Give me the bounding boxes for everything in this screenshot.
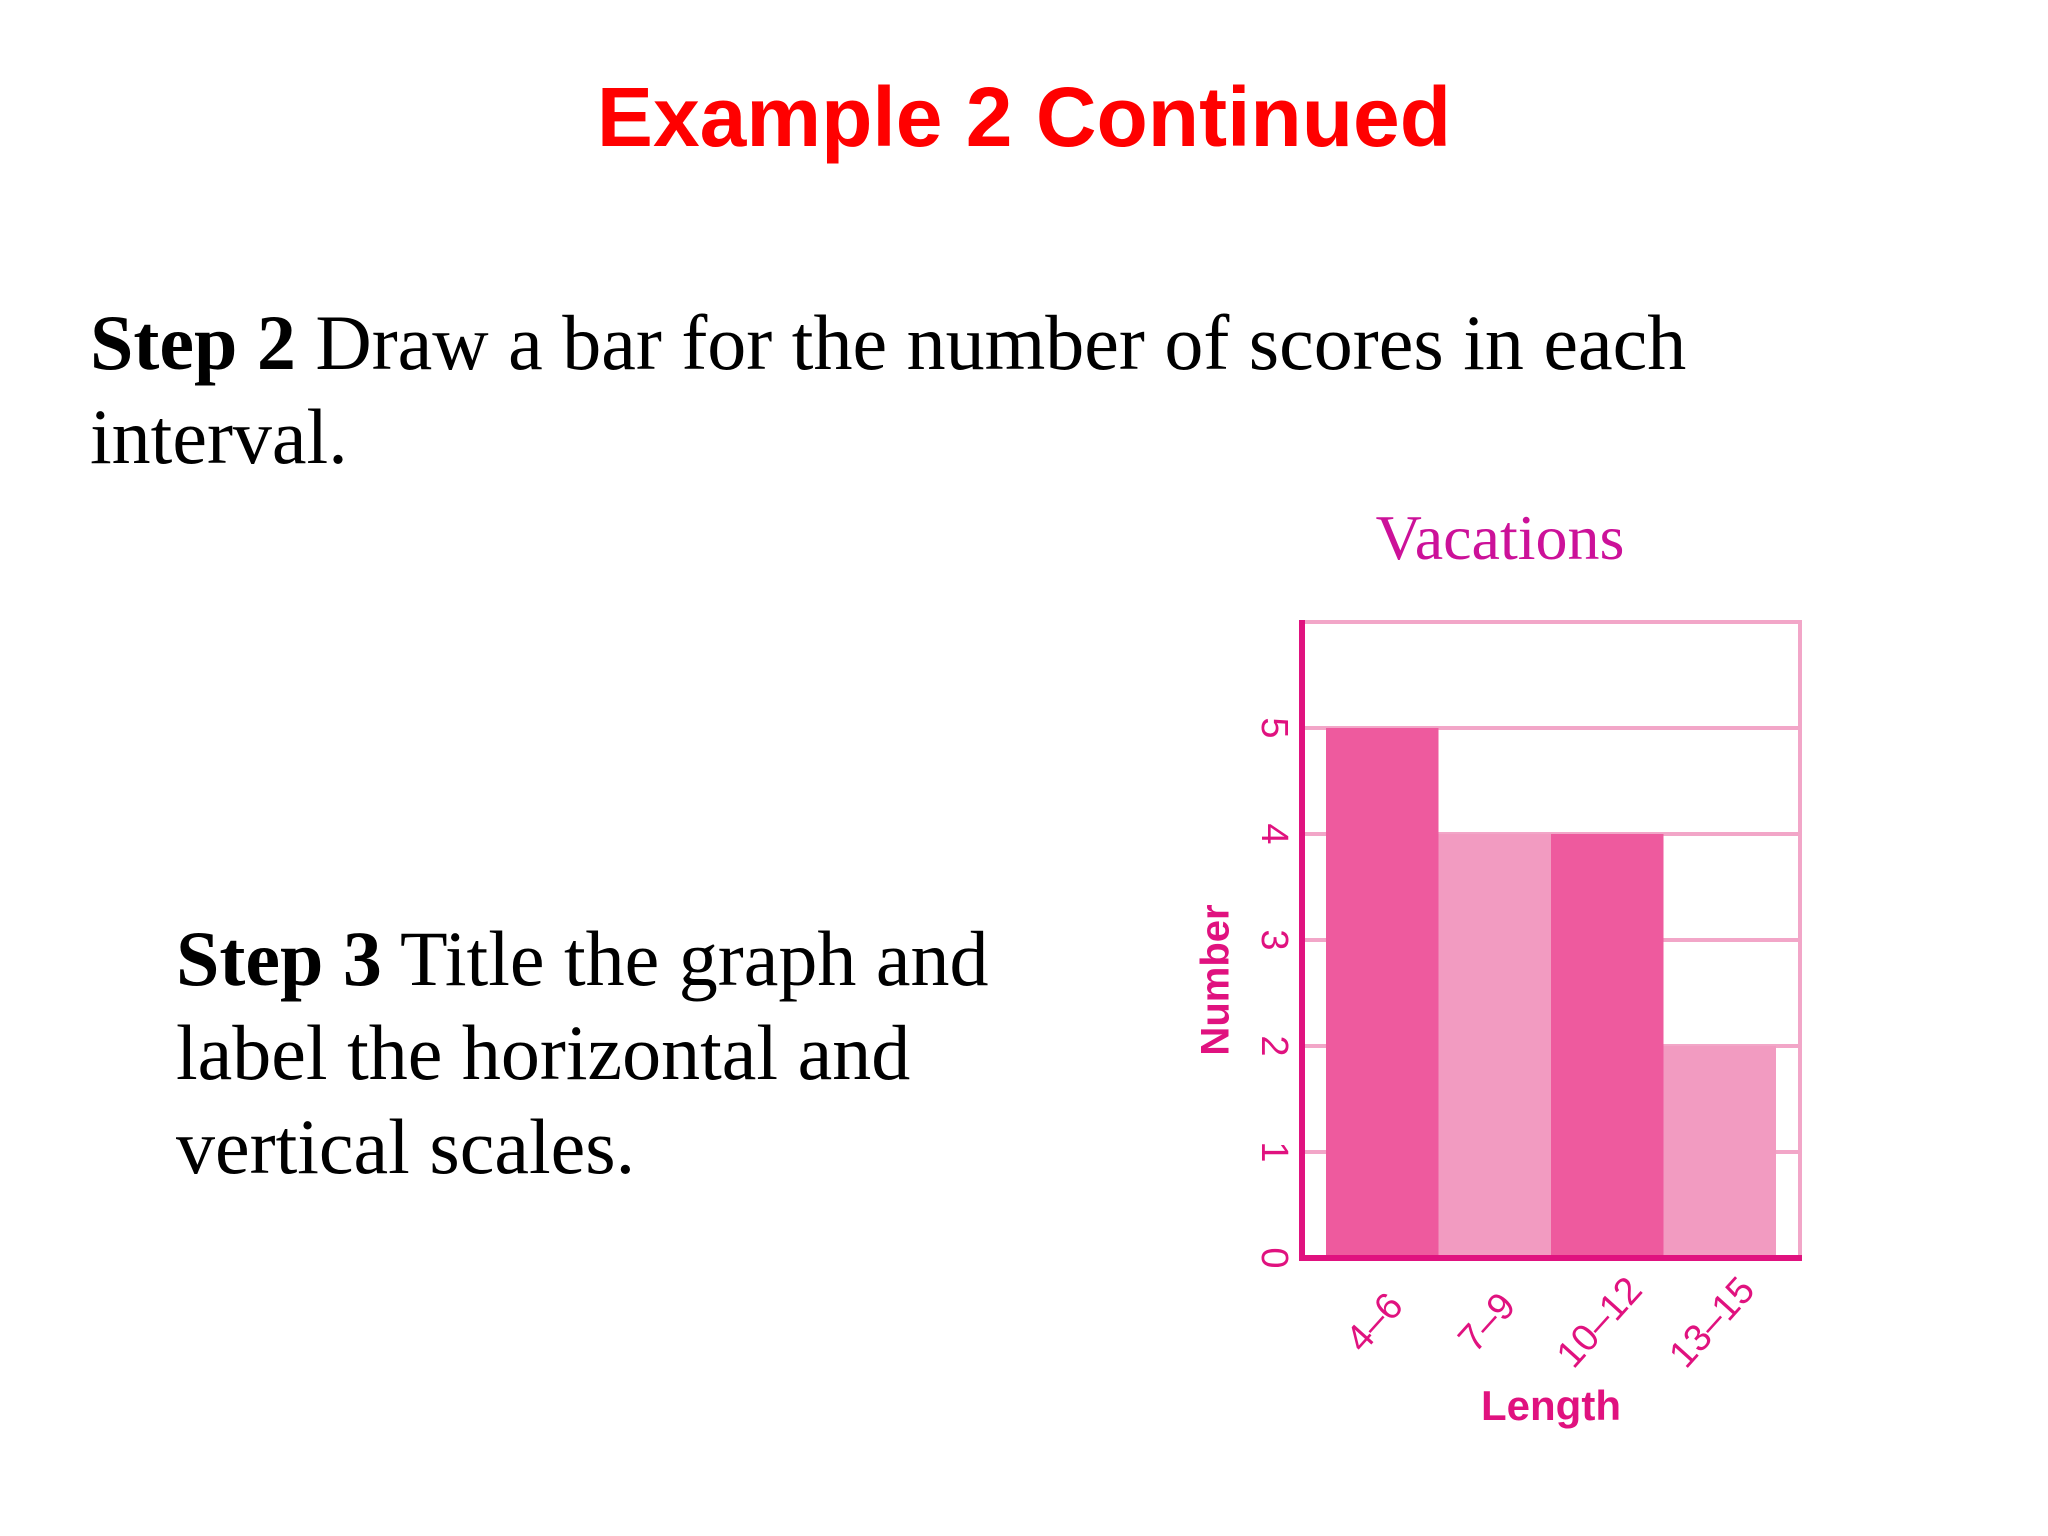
- step-3-body: Title the graph and label the horizontal and vertical scales.: [176, 915, 989, 1190]
- x-axis-title: Length: [1481, 1382, 1621, 1429]
- x-tick-label-10–12: 10–12: [1548, 1269, 1651, 1376]
- chart-title: Vacations: [1375, 502, 1625, 573]
- bar-7–9: [1439, 834, 1552, 1258]
- step-3-lead: Step 3: [176, 915, 382, 1002]
- step-2-lead: Step 2: [90, 299, 296, 386]
- y-tick-label-1: 1: [1252, 1141, 1295, 1163]
- x-tick-label-13–15: 13–15: [1661, 1269, 1764, 1376]
- bar-13–15: [1664, 1046, 1777, 1258]
- step-2-body: Draw a bar for the number of scores in each interval.: [90, 299, 1687, 480]
- y-tick-label-0: 0: [1252, 1247, 1295, 1269]
- bar-4–6: [1326, 728, 1439, 1258]
- x-tick-label-4–6: 4–6: [1337, 1285, 1412, 1361]
- slide-title: Example 2 Continued: [596, 70, 1452, 164]
- step-2-text: [90, 296, 1890, 484]
- y-tick-label-3: 3: [1252, 929, 1295, 951]
- y-tick-label-4: 4: [1252, 823, 1295, 845]
- step-3-text: [176, 912, 1026, 1194]
- x-tick-label-7–9: 7–9: [1450, 1285, 1525, 1361]
- y-tick-label-2: 2: [1252, 1035, 1295, 1057]
- y-axis-title: Number: [1193, 904, 1238, 1056]
- y-tick-label-5: 5: [1252, 717, 1295, 739]
- bar-10–12: [1551, 834, 1664, 1258]
- histogram-chart: [1160, 560, 1860, 1440]
